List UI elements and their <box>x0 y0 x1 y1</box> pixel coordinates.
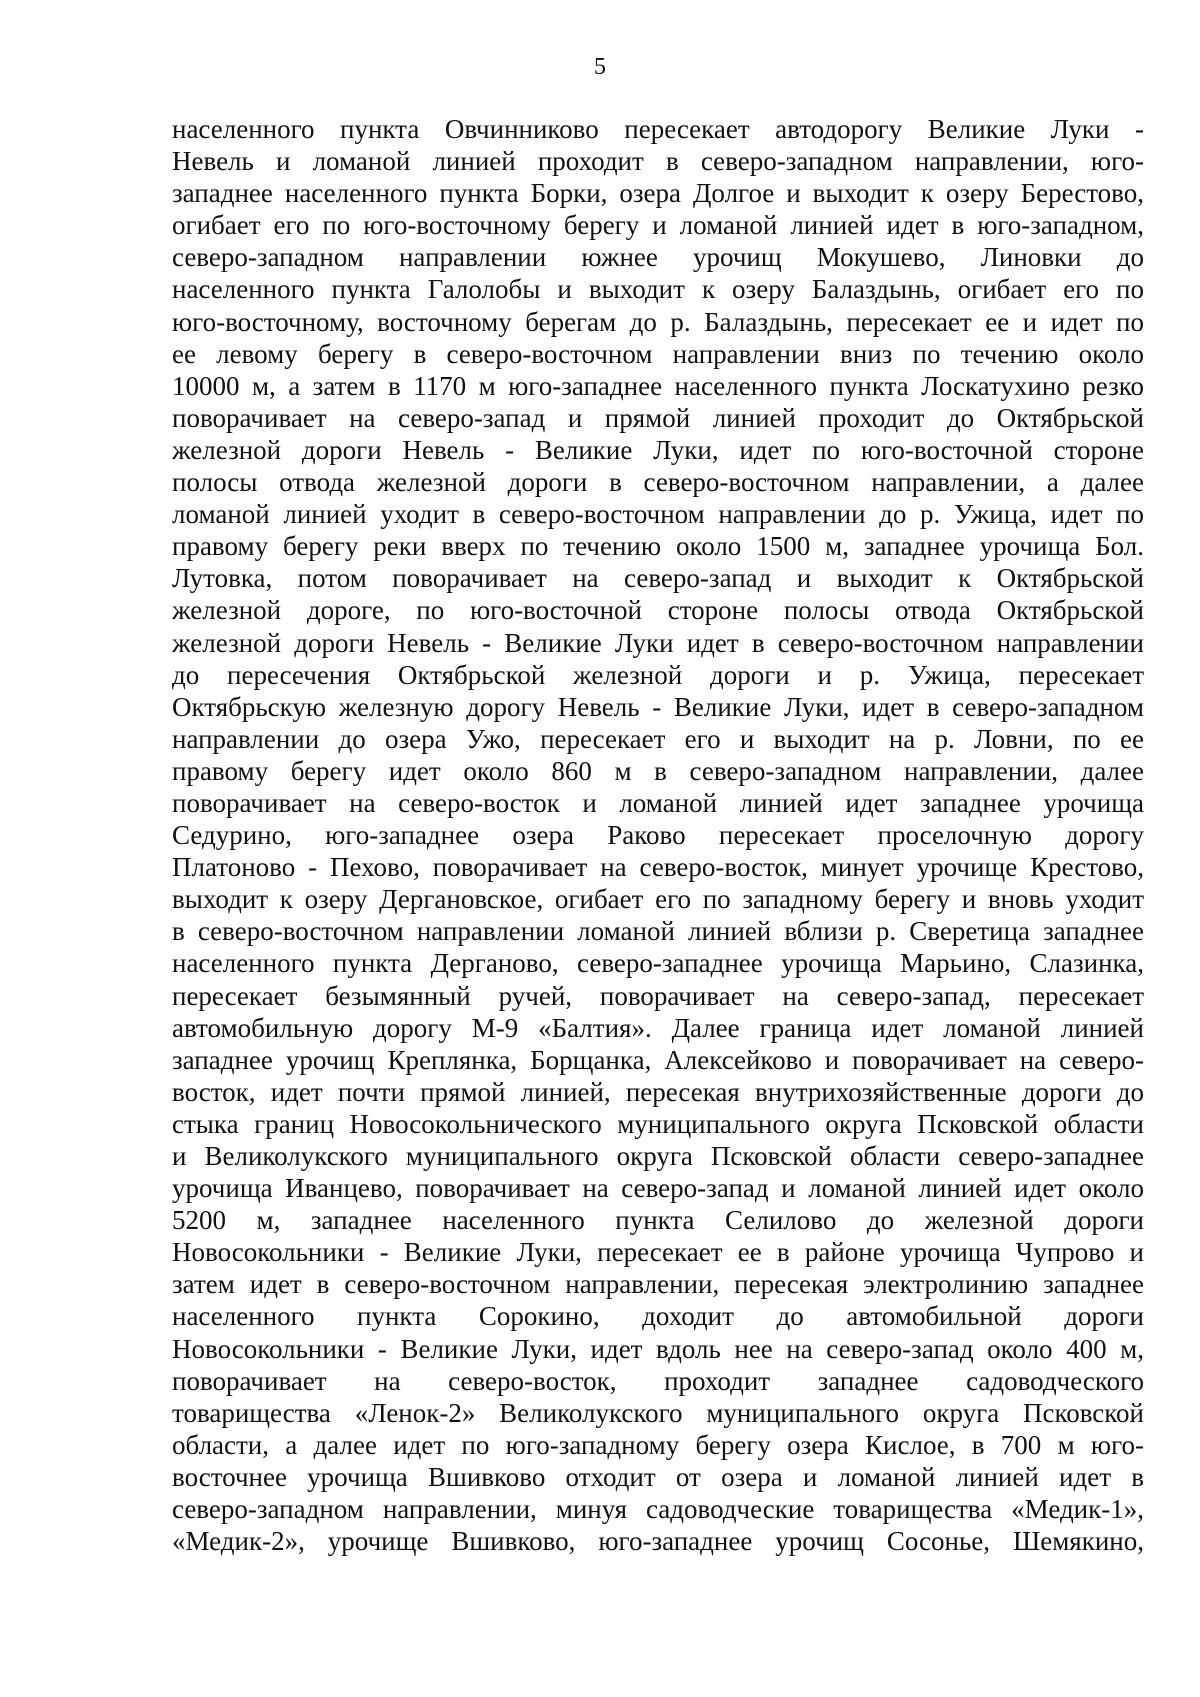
text-line: до пересечения Октябрьской железной дороги и р. Ужица, пересекает <box>172 659 1144 690</box>
text-line: железной дороге, по юго-восточной стороне полосы отвода Октябрьской <box>172 595 1144 626</box>
text-line: восточнее урочища Вшивково отходит от озера и ломаной линией идет в <box>172 1461 1144 1492</box>
text-line: восток, идет почти прямой линией, пересекая внутрихозяйственные дороги до <box>172 1076 1144 1107</box>
text-line: населенного пункта Сорокино, доходит до автомобильной дороги <box>172 1301 1144 1332</box>
text-line: Новосокольники - Великие Луки, идет вдоль нее на северо-запад около 400 м, <box>172 1333 1144 1364</box>
text-line: поворачивает на северо-запад и прямой линией проходит до Октябрьской <box>172 402 1144 433</box>
text-line: населенного пункта Овчинниково пересекает автодорогу Великие Луки - <box>172 114 1144 144</box>
text-line: Октябрьскую железную дорогу Невель - Великие Луки, идет в северо-западном <box>172 691 1144 722</box>
text-line: в северо-восточном направлении ломаной линией вблизи р. Сверетица западнее <box>172 916 1144 947</box>
text-line: 10000 м, а затем в 1170 м юго-западнее населенного пункта Лоскатухино резко <box>172 370 1144 401</box>
page-number: 5 <box>594 54 606 80</box>
text-line: Новосокольники - Великие Луки, пересекает ее в районе урочища Чупрово и <box>172 1237 1144 1268</box>
text-line: западнее урочищ Креплянка, Борщанка, Алексейково и поворачивает на северо- <box>172 1044 1144 1075</box>
text-line: правому берегу реки вверх по течению около 1500 м, западнее урочища Бол. <box>172 531 1144 562</box>
text-line: стыка границ Новосокольнического муниципального округа Псковской области <box>172 1108 1144 1139</box>
body-text <box>172 113 1144 1557</box>
text-line: Невель и ломаной линией проходит в северо-западном направлении, юго- <box>172 146 1144 177</box>
text-line: полосы отвода железной дороги в северо-восточном направлении, а далее <box>172 467 1144 498</box>
text-line: направлении до озера Ужо, пересекает его и выходит на р. Ловни, по ее <box>172 723 1144 754</box>
text-line: населенного пункта Галолобы и выходит к озеру Балаздынь, огибает его по <box>172 274 1144 305</box>
text-line: юго-восточному, восточному берегам до р. Балаздынь, пересекает ее и идет по <box>172 306 1144 337</box>
text-line: Седурино, юго-западнее озера Раково пересекает проселочную дорогу <box>172 820 1144 851</box>
text-line: западнее населенного пункта Борки, озера Долгое и выходит к озеру Берестово, <box>172 178 1144 209</box>
text-line: поворачивает на северо-восток, проходит западнее садоводческого <box>172 1365 1144 1396</box>
text-line: области, а далее идет по юго-западному берегу озера Кислое, в 700 м юго- <box>172 1429 1144 1460</box>
text-line: урочища Иванцево, поворачивает на северо-запад и ломаной линией идет около <box>172 1173 1144 1204</box>
text-line: пересекает безымянный ручей, поворачивает на северо-запад, пересекает <box>172 980 1144 1011</box>
text-line: 5200 м, западнее населенного пункта Селилово до железной дороги <box>172 1205 1144 1236</box>
text-line: Лутовка, потом поворачивает на северо-запад и выходит к Октябрьской <box>172 563 1144 594</box>
text-line: и Великолукского муниципального округа Псковской области северо-западнее <box>172 1141 1144 1171</box>
text-line: Платоново - Пехово, поворачивает на северо-восток, минует урочище Крестово, <box>172 852 1144 883</box>
text-line: северо-западном направлении, минуя садоводческие товарищества «Медик-1», <box>172 1494 1144 1525</box>
text-line: автомобильную дорогу М-9 «Балтия». Далее граница идет ломаной линией <box>172 1012 1144 1043</box>
text-line: затем идет в северо-восточном направлении, пересекая электролинию западнее <box>172 1269 1144 1300</box>
text-line: населенного пункта Дерганово, северо-западнее урочища Марьино, Слазинка, <box>172 948 1144 979</box>
text-line: ее левому берегу в северо-восточном направлении вниз по течению около <box>172 338 1144 369</box>
text-line: железной дороги Невель - Великие Луки, идет по юго-восточной стороне <box>172 434 1144 465</box>
text-line: выходит к озеру Дергановское, огибает его по западному берегу и вновь уходит <box>172 884 1144 915</box>
text-line: ломаной линией уходит в северо-восточном направлении до р. Ужица, идет по <box>172 499 1144 530</box>
text-line: «Медик-2», урочище Вшивково, юго-западнее урочищ Сосонье, Шемякино, <box>172 1526 1144 1557</box>
text-line: огибает его по юго-восточному берегу и ломаной линией идет в юго-западном, <box>172 210 1144 241</box>
text-line: железной дороги Невель - Великие Луки идет в северо-восточном направлении <box>172 627 1144 658</box>
text-line: товарищества «Ленок-2» Великолукского муниципального округа Псковской <box>172 1397 1144 1428</box>
text-line: поворачивает на северо-восток и ломаной линией идет западнее урочища <box>172 787 1144 818</box>
text-line: северо-западном направлении южнее урочищ Мокушево, Линовки до <box>172 242 1144 273</box>
text-line: правому берегу идет около 860 м в северо-западном направлении, далее <box>172 755 1144 786</box>
